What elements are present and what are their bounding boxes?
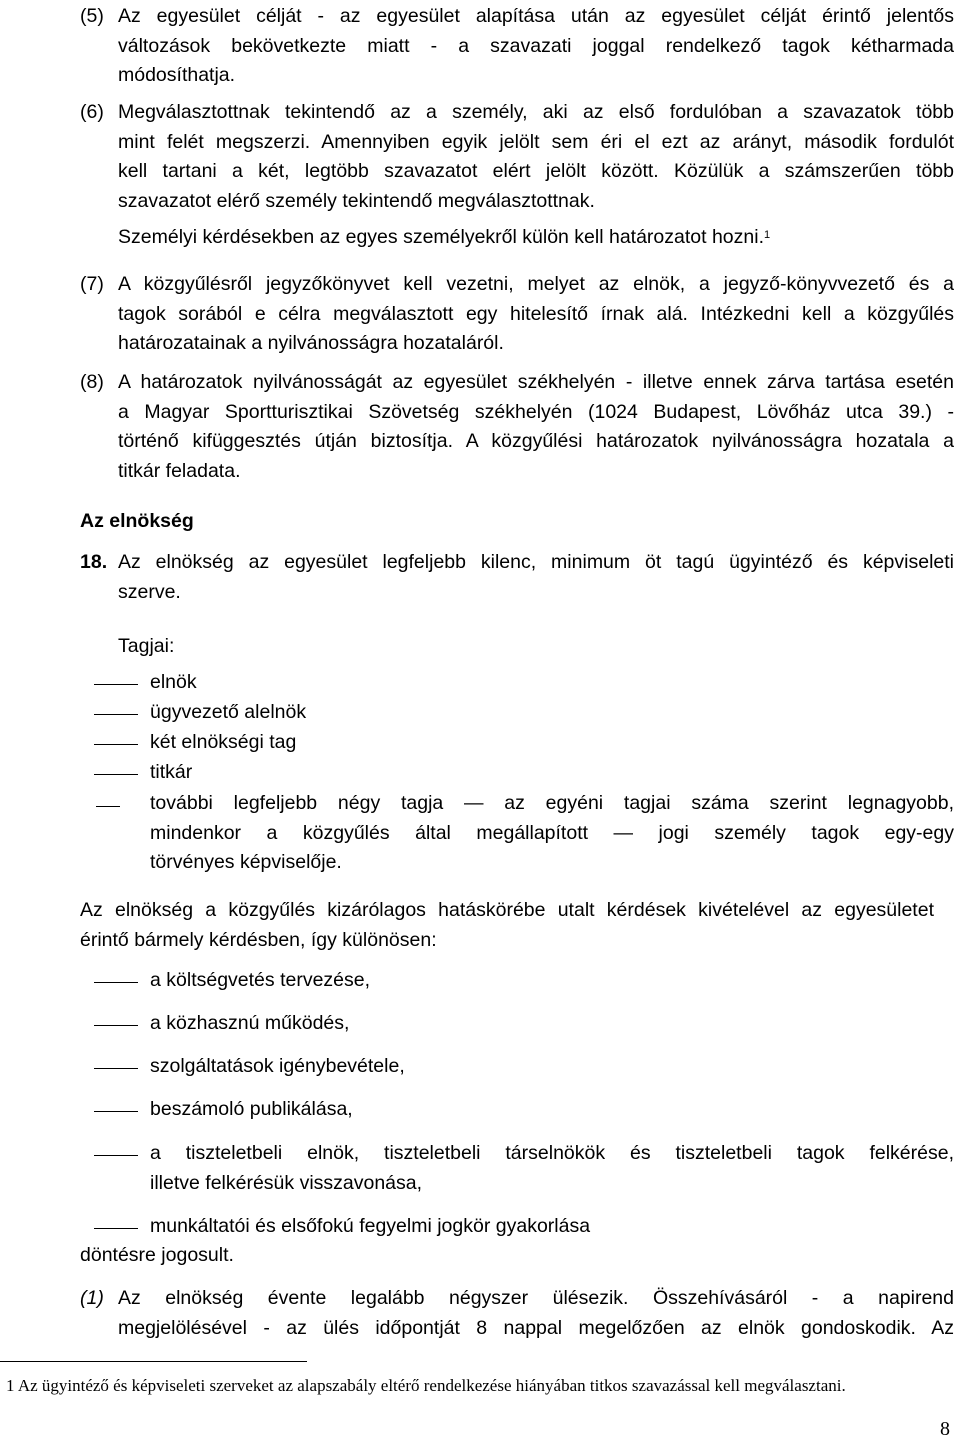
personal-matters-line xyxy=(118,223,954,253)
paragraph-number: (5) xyxy=(80,5,104,27)
list-item: titkár xyxy=(150,761,193,783)
text-line: törvényes képviselője. xyxy=(150,851,342,873)
text-line: Az elnökség évente legalább négyszer ülésezik. Összehívásáról - a napirend xyxy=(118,1287,954,1309)
dash-bullet xyxy=(94,744,138,745)
footnote-text: Az ügyintéző és képviseleti szerveket az alapszabály eltérő rendelkezése hiányában titkos szavazással kell megválasztani. xyxy=(17,1376,846,1395)
list-item: beszámoló publikálása, xyxy=(150,1098,353,1120)
text-line: a tiszteletbeli elnök, tiszteletbeli társelnökök és tiszteletbeli tagok felkérése, xyxy=(150,1142,954,1164)
paragraph-1 xyxy=(118,1284,954,1343)
text-line: történő kifüggesztés útján biztosítja. A közgyűlési határozatok nyilvánosságra hozatala a xyxy=(118,430,954,452)
paragraph-7 xyxy=(118,270,954,359)
text-line: érintő bármely kérdésben, így különösen: xyxy=(80,928,437,951)
section-18 xyxy=(118,548,954,607)
text-line: módosíthatja. xyxy=(118,64,236,86)
footnote-separator xyxy=(0,1361,307,1362)
paragraph-number: (7) xyxy=(80,273,104,295)
text-line: szavazatot elérő személy tekintendő megválasztottnak. xyxy=(118,189,595,212)
dash-bullet xyxy=(94,684,138,685)
text-line: mindenkor a közgyűlés által megállapított — jogi személy tagok egy-egy xyxy=(150,821,954,844)
list-item: ügyvezető alelnök xyxy=(150,701,307,723)
dash-bullet xyxy=(94,1228,138,1229)
text-line: változások bekövetkezte miatt - a szavazati joggal rendelkező tagok kétharmada xyxy=(118,34,954,57)
text-line: Az egyesület célját - az egyesület alapítása után az egyesület célját érintő jelentős xyxy=(118,5,954,27)
dash-bullet xyxy=(94,774,138,775)
paragraph-6 xyxy=(118,98,954,253)
dash-bullet xyxy=(94,1068,138,1069)
list-item: a költségvetés tervezése, xyxy=(150,969,371,991)
text-line: Megválasztottnak tekintendő az a személy, aki az első fordulóban a szavazatok több xyxy=(118,101,954,123)
text-line: tagok sorából e célra megválasztott egy hitelesítő írnak alá. Intézkedni kell a közgyűlés xyxy=(118,302,954,325)
text-line: határozatainak a nyilvánosságra hozataláról. xyxy=(118,332,504,354)
list-item xyxy=(150,789,954,878)
text-line: Személyi kérdésekben az egyes személyekről külön kell határozatot hozni. xyxy=(118,226,764,248)
members-label: Tagjai: xyxy=(118,635,175,657)
dash-bullet xyxy=(94,1155,138,1156)
paragraph-number: (6) xyxy=(80,101,104,123)
list-item: elnök xyxy=(150,671,197,693)
list-item: a közhasznú működés, xyxy=(150,1012,350,1034)
dash-bullet xyxy=(94,982,138,983)
list-item: két elnökségi tag xyxy=(150,731,297,753)
text-line: szerve. xyxy=(118,580,181,603)
paragraph-number: (1) xyxy=(80,1287,104,1309)
list-item: munkáltatói és elsőfokú fegyelmi jogkör gyakorlása xyxy=(150,1215,591,1237)
section-heading: Az elnökség xyxy=(80,510,194,532)
competence-paragraph xyxy=(80,896,934,955)
dash-bullet xyxy=(94,714,138,715)
text-line: Az elnökség az egyesület legfeljebb kilenc, minimum öt tagú ügyintéző és képviseleti xyxy=(118,551,954,573)
text-line: Az elnökség a közgyűlés kizárólagos hatáskörébe utalt kérdések kivételével az egyesületet xyxy=(80,899,934,921)
list-item xyxy=(150,1139,954,1198)
text-line: illetve felkérésük visszavonása, xyxy=(150,1171,423,1194)
text-line: mint felét megszerzi. Amennyiben egyik jelölt sem éri el ezt az arányt, második fordulót xyxy=(118,130,954,153)
paragraph-8 xyxy=(118,368,954,486)
text-line: kell tartani a két, legtöbb szavazatot elért jelölt között. Közülük a számszerűen több xyxy=(118,160,954,182)
page-number: 8 xyxy=(940,1418,950,1440)
list-item: szolgáltatások igénybevétele, xyxy=(150,1055,405,1077)
dash-bullet xyxy=(96,806,120,807)
footnote-mark: 1 xyxy=(6,1376,15,1395)
paragraph-5 xyxy=(118,2,954,91)
dash-bullet xyxy=(94,1025,138,1026)
text-line: a Magyar Sportturisztikai Szövetség székhelyén (1024 Budapest, Lövőház utca 39.) - xyxy=(118,400,954,423)
dash-bullet xyxy=(94,1111,138,1112)
text-line: A határozatok nyilvánosságát az egyesület székhelyén - illetve ennek zárva tartása esetén xyxy=(118,371,954,393)
footnote xyxy=(6,1374,936,1398)
paragraph-number: (8) xyxy=(80,371,104,393)
text-line: A közgyűlésről jegyzőkönyvet kell vezetni, melyet az elnök, a jegyző-könyvvezető és a xyxy=(118,273,954,295)
text-line: megjelölésével - az ülés időpontját 8 nappal megelőzően az elnök gondoskodik. Az xyxy=(118,1316,954,1339)
decide-line: döntésre jogosult. xyxy=(80,1244,234,1266)
text-line: további legfeljebb négy tagja — az egyéni tagjai száma szerint legnagyobb, xyxy=(150,792,954,814)
section-number: 18. xyxy=(80,551,108,573)
footnote-ref: 1 xyxy=(764,229,771,241)
text-line: titkár feladata. xyxy=(118,459,241,482)
